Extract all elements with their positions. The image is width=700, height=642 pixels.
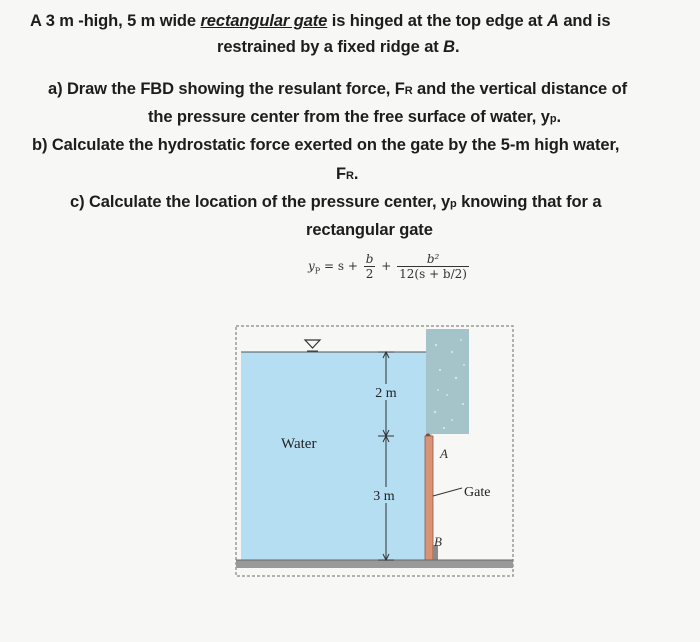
intro-text: A 3 m -high, 5 m wide xyxy=(30,12,201,30)
water-body xyxy=(241,352,432,560)
label-gate: Gate xyxy=(464,485,491,500)
intro-emphasis: rectangular gate xyxy=(200,12,328,30)
part-b-line2-end: . xyxy=(353,165,359,183)
intro-line2-end: . xyxy=(454,38,460,56)
label-upper-dimension: 2 m xyxy=(375,386,397,401)
part-a-line2-subscript: p xyxy=(549,113,557,125)
part-b-line2-text: F xyxy=(336,165,346,183)
part-a-line2-text: the pressure center from the free surface of water, y xyxy=(148,108,550,126)
part-b-text: b) Calculate the hydrostatic force exerted on the gate by the 5-m high water, xyxy=(32,136,620,154)
part-a-line2-end: . xyxy=(556,108,561,126)
intro-text-post: is hinged at the top edge at xyxy=(327,12,548,30)
formula-lhs: y xyxy=(308,259,315,273)
part-a-text-post: and the vertical distance of xyxy=(412,80,627,98)
label-lower-dimension: 3 m xyxy=(373,489,395,504)
ground-strip xyxy=(236,560,513,568)
part-a-text: a) Draw the FBD showing the resulant force, F xyxy=(48,80,405,98)
label-point-a: A xyxy=(440,446,448,461)
formula-lhs-subscript: P xyxy=(314,266,321,276)
label-point-b: B xyxy=(434,534,442,549)
gate-leader-line xyxy=(433,488,462,496)
part-c-line2-text: rectangular gate xyxy=(306,221,433,239)
upper-wall xyxy=(426,329,469,434)
intro-line2-text: restrained by a fixed ridge at xyxy=(217,38,444,56)
part-b-line2-subscript: R xyxy=(345,170,354,182)
fraction-2-denominator: 12(s + b/2) xyxy=(399,267,467,281)
part-c-text: c) Calculate the location of the pressure center, y xyxy=(70,193,451,211)
intro-text-end: and is xyxy=(558,12,611,30)
gate-plate xyxy=(425,436,433,560)
label-water: Water xyxy=(281,436,317,452)
intro-point-a: A xyxy=(547,12,559,30)
fraction-2-numerator: b² xyxy=(397,252,469,267)
fraction-1-denominator: 2 xyxy=(365,267,374,281)
part-c-subscript: p xyxy=(450,198,457,210)
formula-equals: = s + xyxy=(324,259,358,273)
intro-point-b: B xyxy=(443,38,455,56)
part-c-text-post: knowing that for a xyxy=(456,193,602,211)
part-a-subscript: R xyxy=(404,85,413,97)
fraction-1-numerator: b xyxy=(365,252,374,266)
formula-plus: + xyxy=(381,259,392,273)
free-surface-icon xyxy=(305,340,320,351)
